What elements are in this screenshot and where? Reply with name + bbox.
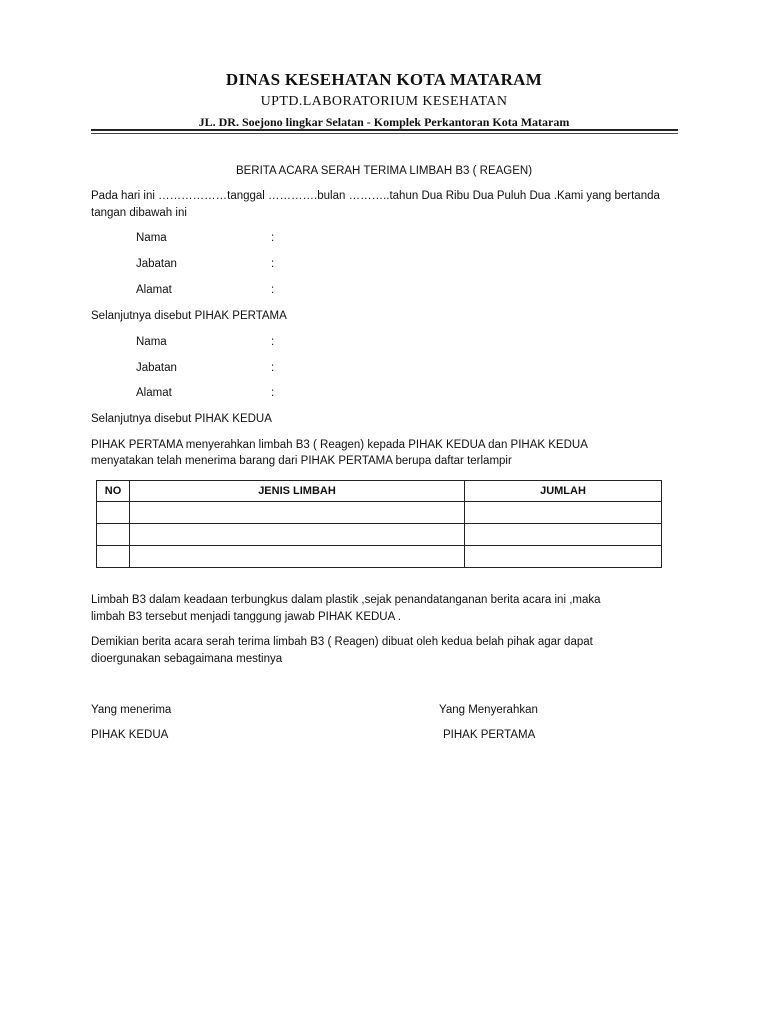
giver-label: Yang Menyerahkan [439,704,538,716]
column-header-no: NO [97,481,130,502]
second-party-position-label: Jabatan [136,362,177,374]
closing-line-2: dioergunakan sebagaimana mestinya [91,653,283,665]
first-party-position-label: Jabatan [136,258,177,270]
letterhead-divider-thick [91,129,678,131]
first-party-caption: Selanjutnya disebut PIHAK PERTAMA [91,310,287,322]
receiver-party: PIHAK KEDUA [91,729,169,741]
handover-line-1: PIHAK PERTAMA menyerahkan limbah B3 ( Reagen) kepada PIHAK KEDUA dan PIHAK KEDUA [91,439,588,451]
first-party-address-label: Alamat [136,284,172,296]
second-party-name-label: Nama [136,336,167,348]
second-party-caption: Selanjutnya disebut PIHAK KEDUA [91,413,272,425]
column-header-waste-type: JENIS LIMBAH [130,481,465,502]
agency-address: JL. DR. Soejono lingkar Selatan - Komplek Perkantoran Kota Mataram [198,115,570,129]
second-party-position-colon: : [271,362,275,374]
handover-line-2: menyatakan telah menerima barang dari PIHAK PERTAMA berupa daftar terlampir [91,455,512,467]
table-row [97,524,662,546]
table-cell-quantity [465,502,662,524]
table-cell-no [97,524,130,546]
table-header-row [97,481,662,502]
agency-title: DINAS KESEHATAN KOTA MATARAM [225,70,543,89]
table-cell-waste-type [130,502,465,524]
opening-line-1: Pada hari ini ………………tanggal ………….bulan ………..tahun Dua Ribu Dua Puluh Dua .Kami yang bertanda [91,190,660,202]
table-cell-waste-type [130,546,465,568]
first-party-position-colon: : [271,258,275,270]
waste-list-table [96,480,662,568]
condition-line-1: Limbah B3 dalam keadaan terbungkus dalam plastik ,sejak penandatanganan berita acara ini ,maka [91,594,601,606]
first-party-name-colon: : [271,232,275,244]
table-row [97,502,662,524]
second-party-address-label: Alamat [136,387,172,399]
giver-party: PIHAK PERTAMA [443,729,536,741]
condition-line-2: limbah B3 tersebut menjadi tanggung jawab PIHAK KEDUA . [91,611,402,623]
closing-line-1: Demikian berita acara serah terima limbah B3 ( Reagen) dibuat oleh kedua belah pihak agar dapat [91,636,593,648]
opening-line-2: tangan dibawah ini [91,207,187,219]
table-cell-no [97,546,130,568]
second-party-name-colon: : [271,336,275,348]
first-party-address-colon: : [271,284,275,296]
table-cell-no [97,502,130,524]
table-cell-quantity [465,546,662,568]
table-cell-waste-type [130,524,465,546]
table-row [97,546,662,568]
document-title: BERITA ACARA SERAH TERIMA LIMBAH B3 ( REAGEN) [235,165,533,177]
letterhead-divider-thin [91,133,678,134]
receiver-label: Yang menerima [91,704,172,716]
agency-subtitle: UPTD.LABORATORIUM KESEHATAN [260,94,508,109]
table-cell-quantity [465,524,662,546]
column-header-quantity: JUMLAH [465,481,662,502]
first-party-name-label: Nama [136,232,167,244]
second-party-address-colon: : [271,387,275,399]
